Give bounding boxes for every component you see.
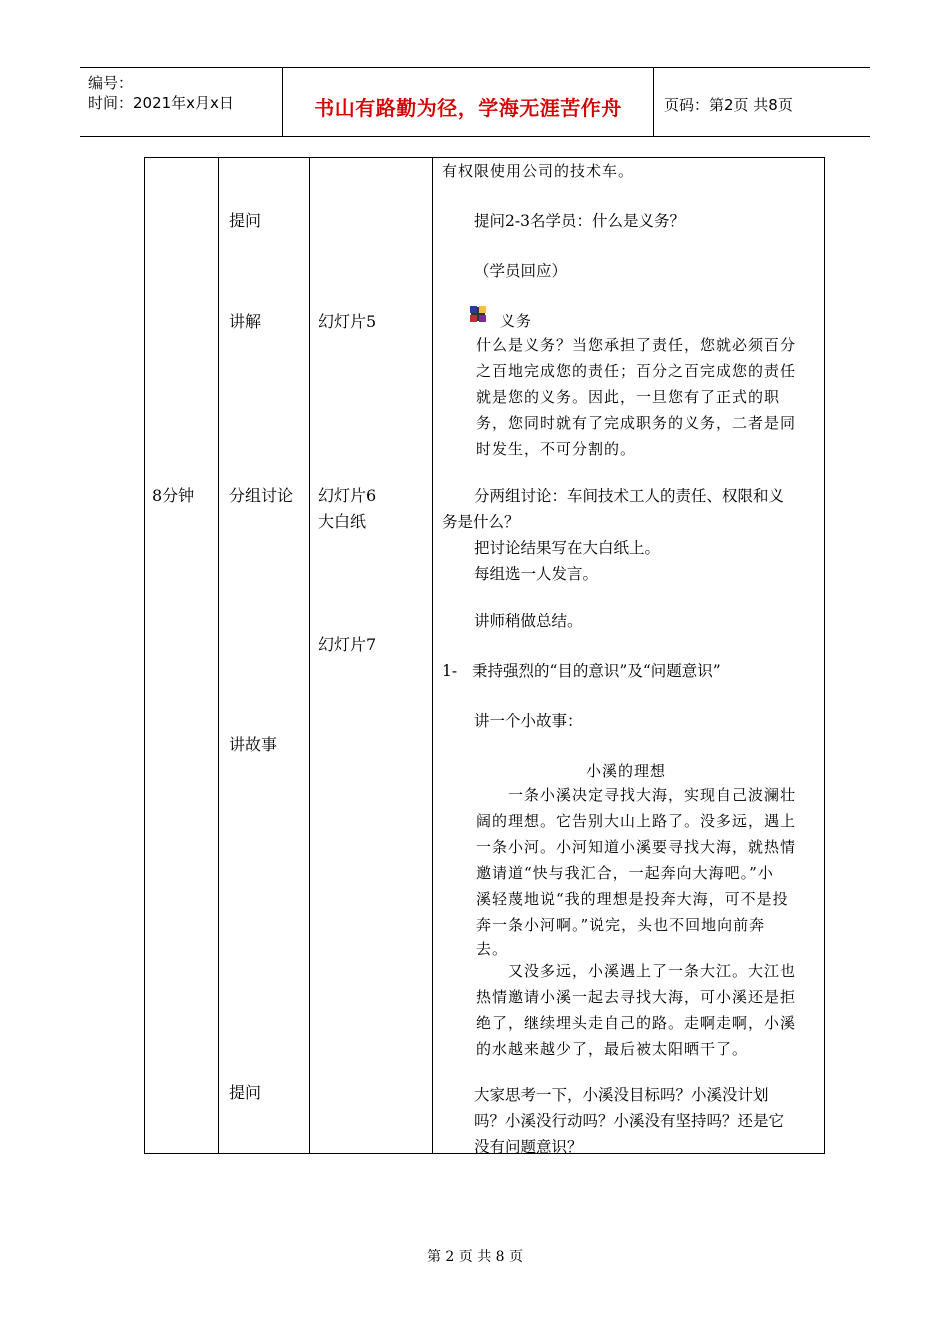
method-ask: 提问 xyxy=(229,211,262,230)
header-page-info: 页码：第2页 共8页 xyxy=(664,96,793,114)
material-slide-5: 幻灯片5 xyxy=(318,312,377,331)
header-motto-cell xyxy=(283,68,654,136)
story-line: 绝了，继续埋头走自己的路。走啊走啊，小溪 xyxy=(476,1014,797,1032)
duty-heading: 义务 xyxy=(500,312,533,330)
header-motto: 书山有路勤为径，学海无涯苦作舟 xyxy=(314,96,622,120)
duty-line: 务，您同时就有了完成职务的义务，二者是同 xyxy=(476,414,797,432)
column-divider xyxy=(432,158,433,1153)
material-slide-6: 幻灯片6 xyxy=(318,486,377,505)
discussion-line: 分两组讨论：车间技术工人的责任、权限和义 xyxy=(474,487,785,505)
discussion-write-result: 把讨论结果写在大白纸上。 xyxy=(474,539,661,557)
story-title: 小溪的理想 xyxy=(586,762,667,780)
duty-line: 之百地完成您的责任；百分之百完成您的责任 xyxy=(476,362,797,380)
header-page-cell xyxy=(654,68,870,136)
list-item-text: 秉持强烈的“目的意识”及“问题意识” xyxy=(472,662,721,680)
story-line: 的水越来越少了，最后被太阳晒干了。 xyxy=(476,1040,749,1058)
content-student-response: （学员回应） xyxy=(474,262,568,280)
duration-cell: 8分钟 xyxy=(152,486,195,505)
method-group-discussion: 分组讨论 xyxy=(229,486,294,505)
document-number-label: 编号： xyxy=(88,74,134,92)
page-header xyxy=(80,67,870,137)
story-line: 热情邀请小溪一起去寻找大海，可小溪还是拒 xyxy=(476,988,797,1006)
list-item-number: 1- xyxy=(442,662,458,680)
duty-line: 时发生，不可分割的。 xyxy=(476,440,637,458)
story-line: 又没多远，小溪遇上了一条大江。大江也 xyxy=(508,962,797,980)
content-ask-students: 提问2-3名学员：什么是义务？ xyxy=(474,212,685,230)
question-line: 吗？小溪没行动吗？小溪没有坚持吗？还是它 xyxy=(474,1112,785,1130)
duty-line: 就是您的义务。因此，一旦您有了正式的职 xyxy=(476,388,781,406)
material-slide-7: 幻灯片7 xyxy=(318,635,377,654)
page-footer: 第 2 页 共 8 页 xyxy=(426,1249,524,1265)
content-top-line: 有权限使用公司的技术车。 xyxy=(442,162,635,180)
header-info-cell xyxy=(80,68,283,136)
discussion-each-group: 每组选一人发言。 xyxy=(474,565,599,583)
discussion-line: 务是什么？ xyxy=(442,513,520,531)
method-tell-story: 讲故事 xyxy=(229,735,278,754)
bullet-icon xyxy=(470,306,486,322)
story-line: 奔一条小河啊。”说完，头也不回地向前奔 xyxy=(476,916,766,934)
story-line: 邀请道“快与我汇合，一起奔向大海吧。”小 xyxy=(476,864,774,882)
document-time-label: 时间：2021年x月x日 xyxy=(88,94,234,112)
question-line: 大家思考一下，小溪没目标吗？小溪没计划 xyxy=(474,1086,769,1104)
story-line: 溪轻蔑地说“我的理想是投奔大海，可不是投 xyxy=(476,890,789,908)
question-line: 没有问题意识？ xyxy=(474,1138,583,1156)
story-line: 一条小河。小河知道小溪要寻找大海，就热情 xyxy=(476,838,797,856)
column-divider xyxy=(218,158,219,1153)
instructor-summary: 讲师稍做总结。 xyxy=(474,612,583,630)
tell-story-intro: 讲一个小故事： xyxy=(474,712,583,730)
story-line: 去。 xyxy=(476,940,509,958)
story-line: 一条小溪决定寻找大海，实现自己波澜壮 xyxy=(508,786,797,804)
method-explain: 讲解 xyxy=(229,312,262,331)
material-big-paper: 大白纸 xyxy=(318,512,367,531)
story-line: 阔的理想。它告别大山上路了。没多远，遇上 xyxy=(476,812,797,830)
duty-line: 什么是义务？当您承担了责任，您就必须百分 xyxy=(476,336,797,354)
method-ask-2: 提问 xyxy=(229,1083,262,1102)
column-divider xyxy=(309,158,310,1153)
